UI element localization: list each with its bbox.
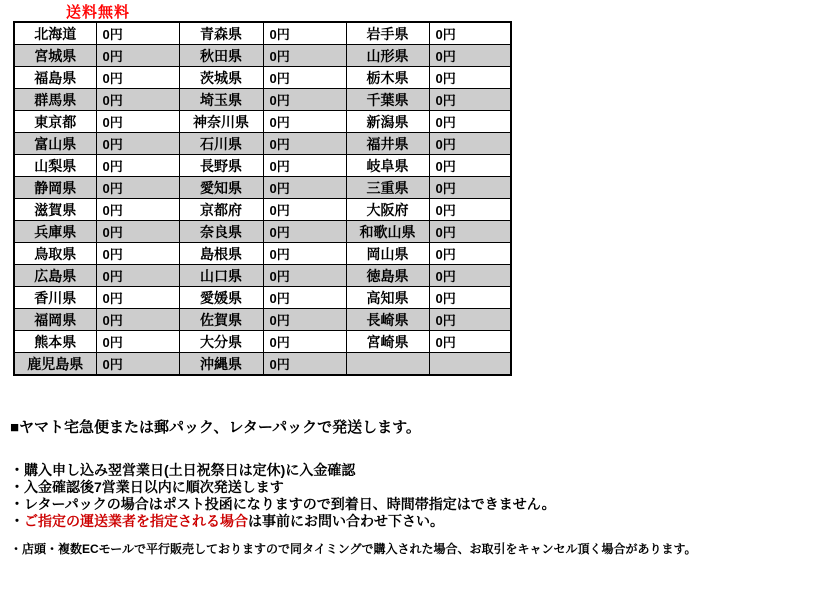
- prefecture-cell: 福島県: [14, 67, 96, 89]
- table-row: [14, 89, 511, 111]
- prefecture-cell: 栃木県: [346, 67, 429, 89]
- fee-cell: 0円: [96, 199, 179, 221]
- prefecture-cell: 石川県: [179, 133, 263, 155]
- table-row: [14, 309, 511, 331]
- fee-cell: 0円: [263, 67, 346, 89]
- fee-cell: 0円: [96, 133, 179, 155]
- prefecture-cell: 広島県: [14, 265, 96, 287]
- prefecture-cell: 青森県: [179, 22, 263, 45]
- prefecture-cell: 滋賀県: [14, 199, 96, 221]
- prefecture-cell: 愛媛県: [179, 287, 263, 309]
- fee-cell: 0円: [96, 45, 179, 67]
- fee-cell: 0円: [429, 22, 511, 45]
- carrier-note-rest-text: は事前にお問い合わせ下さい。: [248, 513, 444, 529]
- prefecture-cell: 茨城県: [179, 67, 263, 89]
- shipping-fee-table: [13, 21, 512, 376]
- fee-cell: 0円: [96, 22, 179, 45]
- prefecture-cell: 山梨県: [14, 155, 96, 177]
- prefecture-cell: 三重県: [346, 177, 429, 199]
- fee-cell: 0円: [96, 309, 179, 331]
- table-row: [14, 199, 511, 221]
- table-row: [14, 133, 511, 155]
- fee-cell: 0円: [96, 265, 179, 287]
- shipping-bullet: ・購入申し込み翌営業日(土日祝祭日は定休)に入金確認: [10, 462, 356, 478]
- fee-cell: 0円: [96, 243, 179, 265]
- free-shipping-label: 送料無料: [66, 4, 131, 21]
- prefecture-cell: 大阪府: [346, 199, 429, 221]
- prefecture-cell: 島根県: [179, 243, 263, 265]
- prefecture-cell: 宮城県: [14, 45, 96, 67]
- table-row: [14, 331, 511, 353]
- prefecture-cell: 新潟県: [346, 111, 429, 133]
- prefecture-cell: 徳島県: [346, 265, 429, 287]
- prefecture-cell: 岐阜県: [346, 155, 429, 177]
- prefecture-cell: 神奈川県: [179, 111, 263, 133]
- prefecture-cell: 山口県: [179, 265, 263, 287]
- table-row: [14, 177, 511, 199]
- prefecture-cell: 愛知県: [179, 177, 263, 199]
- prefecture-cell: 岩手県: [346, 22, 429, 45]
- prefecture-cell: 北海道: [14, 22, 96, 45]
- fee-cell: 0円: [263, 265, 346, 287]
- prefecture-cell: 京都府: [179, 199, 263, 221]
- carrier-designation-note: [10, 513, 810, 530]
- resale-cancellation-note: ・店頭・複数ECモールで平行販売しておりますので同タイミングで購入された場合、お取引をキャンセル頂く場合があります。: [10, 542, 697, 556]
- prefecture-cell: 兵庫県: [14, 221, 96, 243]
- fee-cell: 0円: [429, 287, 511, 309]
- fee-cell: 0円: [429, 199, 511, 221]
- prefecture-cell: 佐賀県: [179, 309, 263, 331]
- fee-cell: 0円: [429, 45, 511, 67]
- fee-cell: 0円: [429, 221, 511, 243]
- fee-cell: 0円: [429, 331, 511, 353]
- prefecture-cell: 埼玉県: [179, 89, 263, 111]
- prefecture-cell: 富山県: [14, 133, 96, 155]
- prefecture-cell: 長崎県: [346, 309, 429, 331]
- table-row: [14, 22, 511, 45]
- fee-cell: 0円: [96, 287, 179, 309]
- prefecture-cell: 奈良県: [179, 221, 263, 243]
- prefecture-cell: 山形県: [346, 45, 429, 67]
- prefecture-cell: 岡山県: [346, 243, 429, 265]
- table-row: [14, 67, 511, 89]
- fee-cell: 0円: [263, 353, 346, 376]
- fee-cell: 0円: [429, 177, 511, 199]
- fee-cell: 0円: [96, 89, 179, 111]
- prefecture-cell: 東京都: [14, 111, 96, 133]
- shipping-notes: [10, 416, 810, 557]
- table-row: [14, 265, 511, 287]
- prefecture-cell: 鹿児島県: [14, 353, 96, 376]
- fee-cell: 0円: [96, 221, 179, 243]
- fee-cell: [429, 353, 511, 376]
- prefecture-cell: 福井県: [346, 133, 429, 155]
- prefecture-cell: 香川県: [14, 287, 96, 309]
- fee-cell: 0円: [429, 89, 511, 111]
- fee-cell: 0円: [96, 67, 179, 89]
- fee-cell: 0円: [429, 309, 511, 331]
- prefecture-cell: 秋田県: [179, 45, 263, 67]
- carrier-note-red-text: ご指定の運送業者を指定される場合: [24, 513, 248, 529]
- shipping-method-note: ■ヤマト宅急便または郵パック、レターパックで発送します。: [10, 419, 421, 436]
- fee-cell: 0円: [96, 177, 179, 199]
- table-row: [14, 45, 511, 67]
- prefecture-cell: 長野県: [179, 155, 263, 177]
- prefecture-cell: 宮崎県: [346, 331, 429, 353]
- prefecture-cell: 静岡県: [14, 177, 96, 199]
- fee-cell: 0円: [263, 221, 346, 243]
- fee-cell: 0円: [429, 243, 511, 265]
- table-row: [14, 287, 511, 309]
- fee-cell: 0円: [96, 331, 179, 353]
- fee-cell: 0円: [263, 331, 346, 353]
- prefecture-cell: 千葉県: [346, 89, 429, 111]
- fee-cell: 0円: [263, 133, 346, 155]
- prefecture-cell: 高知県: [346, 287, 429, 309]
- fee-cell: 0円: [429, 133, 511, 155]
- fee-cell: 0円: [429, 67, 511, 89]
- table-row: [14, 353, 511, 376]
- fee-cell: 0円: [263, 155, 346, 177]
- fee-cell: 0円: [263, 22, 346, 45]
- fee-cell: 0円: [263, 309, 346, 331]
- fee-cell: 0円: [263, 177, 346, 199]
- fee-cell: 0円: [263, 89, 346, 111]
- table-row: [14, 243, 511, 265]
- prefecture-cell: 熊本県: [14, 331, 96, 353]
- fee-cell: 0円: [263, 287, 346, 309]
- fee-cell: 0円: [96, 353, 179, 376]
- prefecture-cell: 鳥取県: [14, 243, 96, 265]
- prefecture-cell: 大分県: [179, 331, 263, 353]
- carrier-note-bullet: ・: [10, 513, 24, 529]
- fee-cell: 0円: [96, 111, 179, 133]
- fee-cell: 0円: [96, 155, 179, 177]
- shipping-bullet: ・レターパックの場合はポスト投函になりますので到着日、時間帯指定はできません。: [10, 496, 556, 512]
- fee-cell: 0円: [263, 243, 346, 265]
- fee-cell: 0円: [263, 45, 346, 67]
- prefecture-cell: 福岡県: [14, 309, 96, 331]
- prefecture-cell: 群馬県: [14, 89, 96, 111]
- fee-cell: 0円: [429, 111, 511, 133]
- fee-cell: 0円: [429, 265, 511, 287]
- shipping-bullet: ・入金確認後7営業日以内に順次発送します: [10, 479, 284, 495]
- fee-cell: 0円: [263, 199, 346, 221]
- prefecture-cell: [346, 353, 429, 376]
- fee-cell: 0円: [263, 111, 346, 133]
- shipping-bullet-list: [10, 462, 810, 530]
- fee-cell: 0円: [429, 155, 511, 177]
- table-row: [14, 221, 511, 243]
- table-row: [14, 155, 511, 177]
- table-row: [14, 111, 511, 133]
- prefecture-cell: 沖縄県: [179, 353, 263, 376]
- prefecture-cell: 和歌山県: [346, 221, 429, 243]
